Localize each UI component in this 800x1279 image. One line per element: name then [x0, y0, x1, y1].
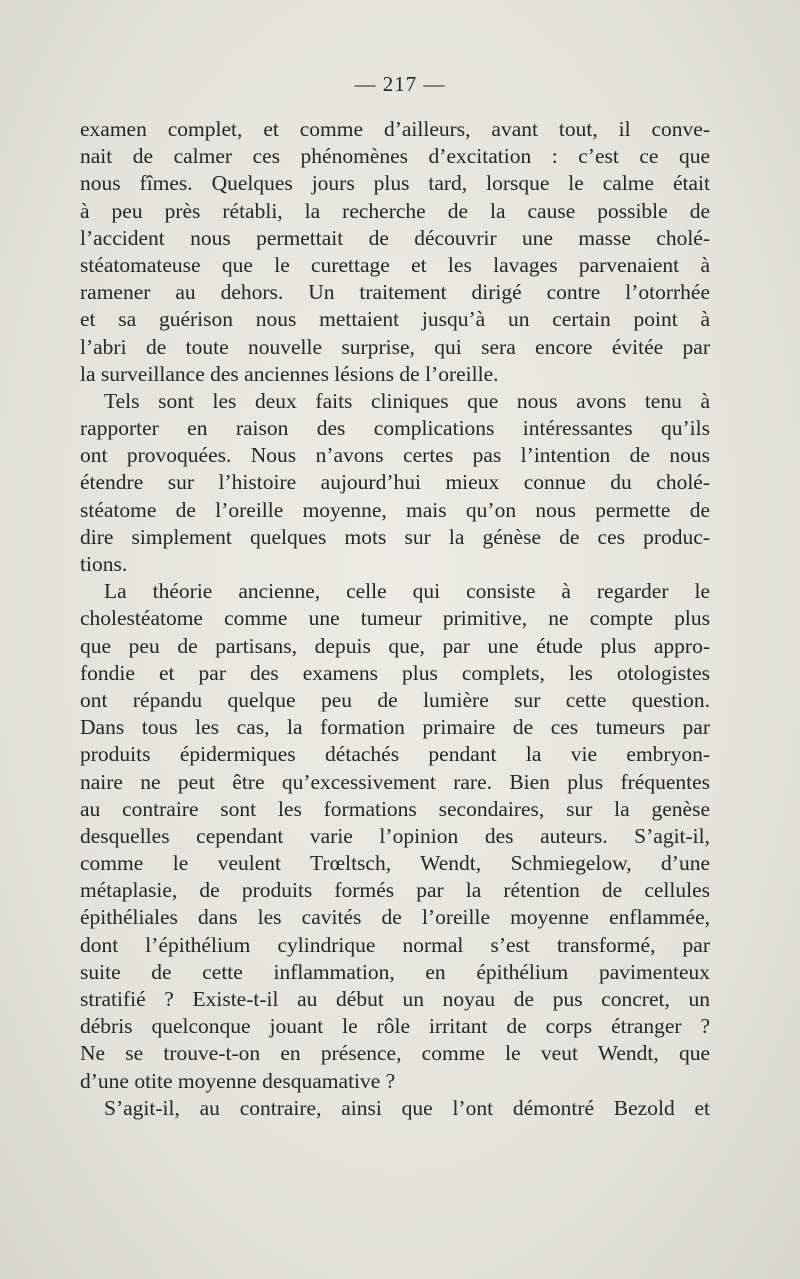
- text-line: que peu de partisans, depuis que, par une étude plus appro-: [80, 633, 710, 658]
- text-line: stéatomateuse que le curettage et les lavages parvenaient à: [80, 252, 710, 277]
- page-number: — 217 —: [354, 72, 446, 96]
- text-line: l’abri de toute nouvelle surprise, qui sera encore évitée par: [80, 334, 710, 359]
- text-line: Ne se trouve-t-on en présence, comme le veut Wendt, que: [80, 1041, 710, 1066]
- text-line: Dans tous les cas, la formation primaire de ces tumeurs par: [80, 715, 710, 740]
- text-line: ramener au dehors. Un traitement dirigé contre l’otorrhée: [80, 280, 710, 305]
- text-line: dont l’épithélium cylindrique normal s’est transformé, par: [80, 932, 710, 957]
- text-line: d’une otite moyenne desquamative ?: [80, 1068, 396, 1093]
- text-line: S’agit-il, au contraire, ainsi que l’ont démontré Bezold et: [104, 1095, 710, 1120]
- text-line: au contraire sont les formations secondaires, sur la genèse: [80, 796, 710, 821]
- text-line: nait de calmer ces phénomènes d’excitation : c’est ce que: [80, 144, 710, 169]
- text-line: à peu près rétabli, la recherche de la cause possible de: [80, 198, 710, 223]
- text-line: stratifié ? Existe-t-il au début un noyau de pus concret, un: [80, 987, 710, 1011]
- text-line: La théorie ancienne, celle qui consiste à regarder le: [104, 579, 710, 604]
- text-line: rapporter en raison des complications intéressantes qu’ils: [80, 416, 710, 441]
- text-line: ont provoquées. Nous n’avons certes pas l’intention de nous: [80, 443, 710, 468]
- text-line: Tels sont les deux faits cliniques que nous avons tenu à: [104, 388, 710, 413]
- paragraph-3: [80, 578, 710, 1095]
- text-line: et sa guérison nous mettaient jusqu’à un certain point à: [80, 307, 710, 332]
- text-line: examen complet, et comme d’ailleurs, avant tout, il conve-: [80, 117, 710, 141]
- text-line: ont répandu quelque peu de lumière sur cette question.: [80, 687, 710, 712]
- text-line: étendre sur l’histoire aujourd’hui mieux connue du cholé-: [80, 470, 710, 495]
- text-line: cholestéatome comme une tumeur primitive, ne compte plus: [80, 606, 710, 631]
- text-line: tions.: [80, 552, 128, 576]
- text-line: dire simplement quelques mots sur la génèse de ces produc-: [80, 524, 710, 549]
- text-line: suite de cette inflammation, en épithélium pavimenteux: [80, 959, 710, 984]
- paragraph-1: [80, 116, 710, 388]
- text-line: produits épidermiques détachés pendant la vie embryon-: [80, 742, 710, 767]
- text-line: la surveillance des anciennes lésions de l’oreille.: [80, 361, 499, 386]
- text-line: nous fîmes. Quelques jours plus tard, lorsque le calme était: [80, 171, 710, 196]
- text-line: fondie et par des examens plus complets, les otologistes: [80, 660, 710, 685]
- text-line: débris quelconque jouant le rôle irritant de corps étranger ?: [80, 1014, 710, 1039]
- body-text: [80, 116, 710, 1122]
- text-line: naire ne peut être qu’excessivement rare. Bien plus fréquentes: [80, 769, 710, 794]
- paragraph-4: [80, 1095, 710, 1122]
- text-line: l’accident nous permettait de découvrir une masse cholé-: [80, 225, 710, 250]
- text-line: desquelles cependant varie l’opinion des auteurs. S’agit-il,: [80, 823, 710, 848]
- text-line: comme le veulent Trœltsch, Wendt, Schmiegelow, d’une: [80, 851, 710, 876]
- paragraph-2: [80, 388, 710, 578]
- text-line: épithéliales dans les cavités de l’oreille moyenne enflammée,: [80, 905, 710, 930]
- text-line: métaplasie, de produits formés par la rétention de cellules: [80, 878, 710, 903]
- text-line: stéatome de l’oreille moyenne, mais qu’on nous permette de: [80, 497, 710, 522]
